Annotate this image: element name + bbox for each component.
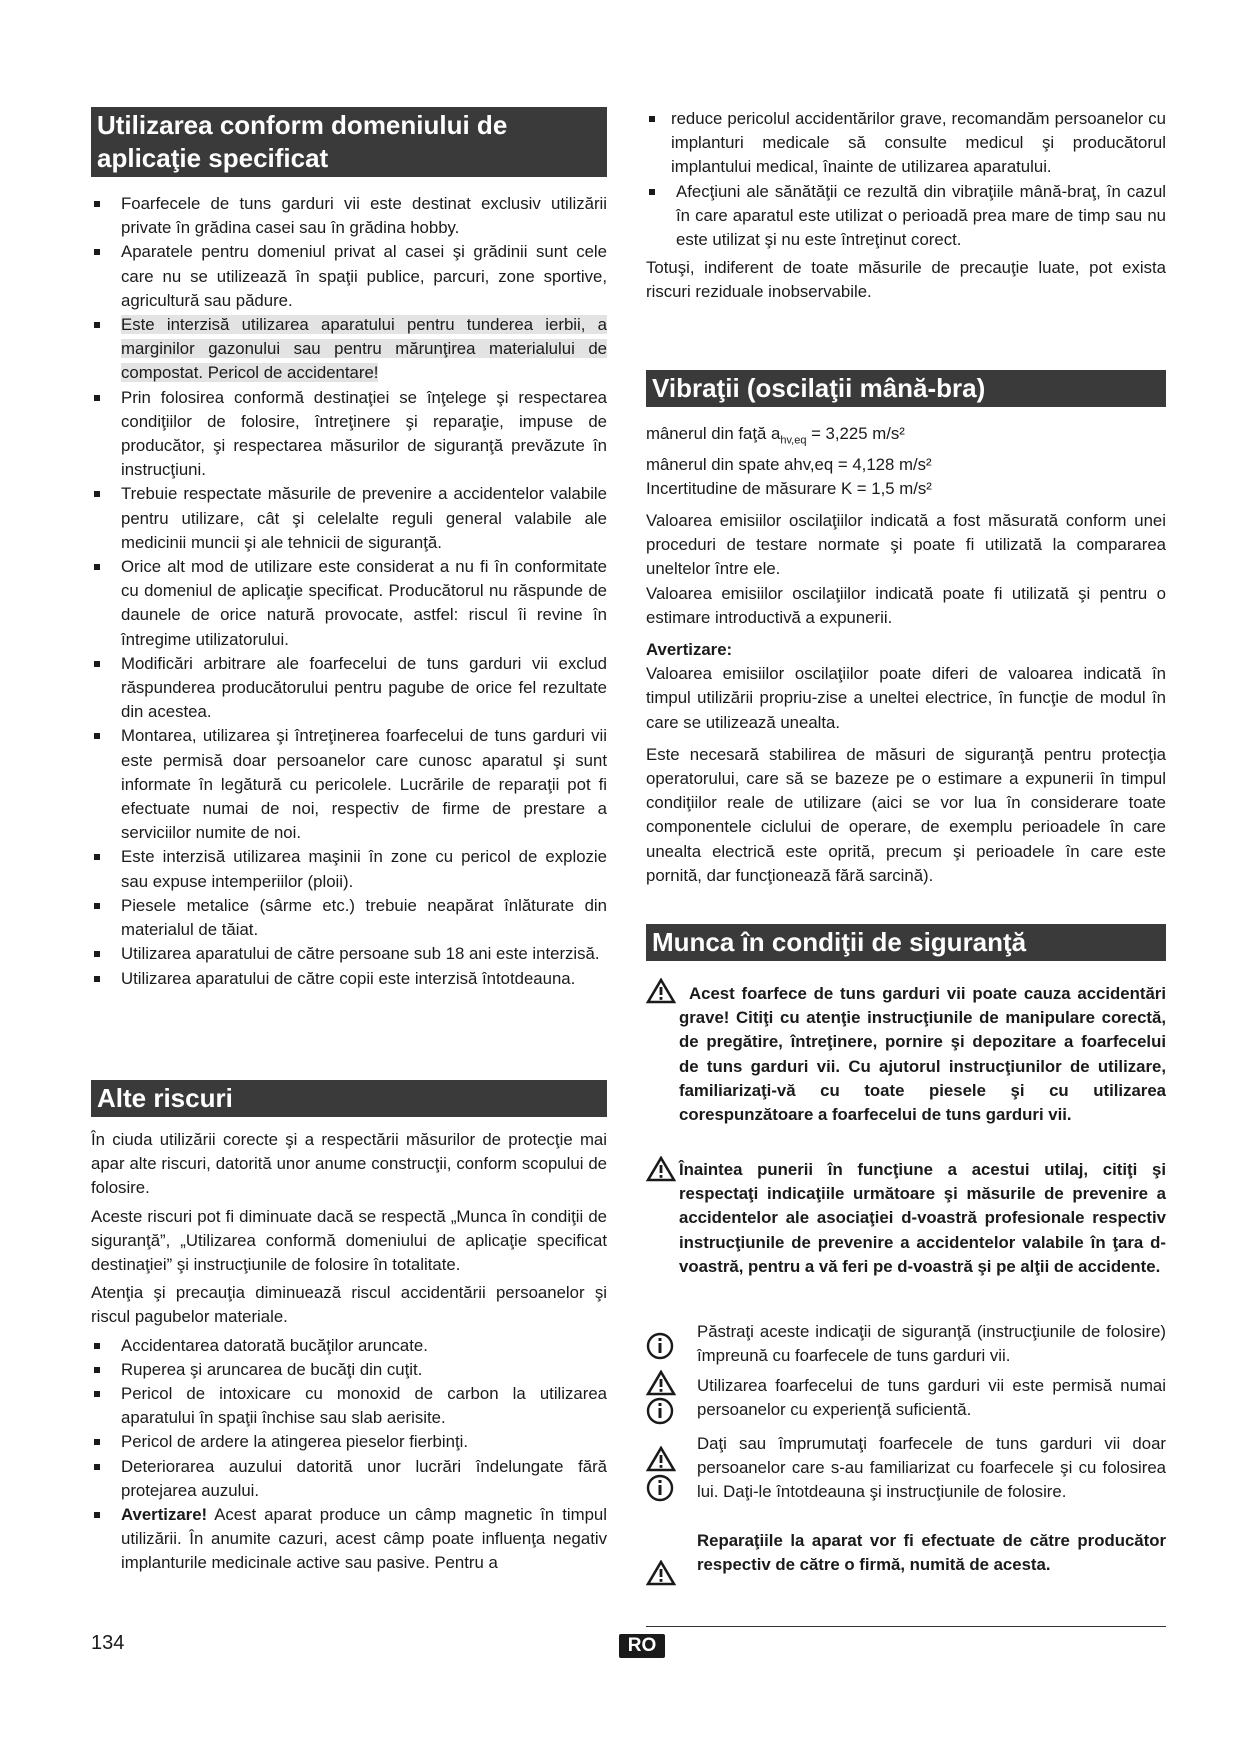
info-circle-icon: [646, 1397, 686, 1430]
paragraph: Este necesară stabilirea de măsuri de siguranţă pentru protecţia operatorului, care să se bazeze pe o estimare a expunerii în timpul condiţiilor reale de utilizare (aici se vor lua în considerare toate componentele ciclului de operare, de exemplu perioadele în care unealta electrică este oprită, precum şi perioadele în care este pornită, dar funcţionează fără sarcină).: [646, 744, 1166, 885]
intended-use-list: [91, 192, 607, 991]
section-title-other-risks: Alte riscuri: [91, 1080, 607, 1117]
front-handle-value: mânerul din faţă $a_{hv,eq} = 3,225$ m/s²: [646, 424, 905, 447]
list-item: Pericol de ardere la atingerea pieselor fierbinţi.: [91, 1430, 607, 1454]
paragraph: Atenţia şi precauţia diminuează riscul accidentării persoanelor şi riscul pagubelor materiale.: [91, 1283, 607, 1327]
list-item-highlighted: Este interzisă utilizarea aparatului pentru tunderea ierbii, a marginilor gazonului sau pentru mărunţirea materialului de compostat. Pericol de accidentare!: [91, 313, 607, 386]
list-item: Utilizarea aparatului de către persoane sub 18 ani este interzisă.: [91, 942, 607, 966]
safety-note-repairs: Reparaţiile la aparat vor fi efectuate de către producător respectiv de către o firmă, numită de acesta.: [697, 1531, 1166, 1575]
info-circle-icon: [646, 1474, 686, 1507]
warning-heading: Avertizare:: [646, 639, 733, 659]
paragraph: În ciuda utilizării corecte şi a respectării măsurilor de protecţie mai apar alte riscuri, datorită unor anume construcţii, conform scopului de folosire.: [91, 1130, 607, 1198]
list-item: Aparatele pentru domeniul privat al casei şi grădinii sunt cele care nu se utilizează în spaţii publice, parcuri, zone sportive, agricultură sau pădure.: [91, 240, 607, 313]
section-title-vibrations: Vibraţii (oscilaţii mână-bra): [646, 370, 1166, 407]
safety-note-experience: Utilizarea foarfecelui de tuns garduri vii este permisă numai persoanelor cu experienţă suficientă.: [697, 1376, 1166, 1420]
other-risks-text: [91, 1128, 607, 1576]
continued-text: [646, 107, 1166, 309]
safety-warning-2: Înaintea punerii în funcţiune a acestui utilaj, citiţi şi respectaţi indicaţiile următoare şi măsurile de prevenire a accidentelor ale asociaţiei d-voastră profesionale respectiv instrucţiunile de prevenire a accidentelor valabile în ţara d-voastră, pentru a vă feri pe d-voastră şi pe alţii de accidente.: [679, 1160, 1166, 1276]
list-item: Montarea, utilizarea şi întreţinerea foarfecelui de tuns garduri vii este permisă doar persoanelor care cunosc aparatul şi sunt informate în legătură cu pericolele. Lucrările de reparaţii pot fi efectuate numai de noi, respectiv de firme de prestare a serviciilor numite de noi.: [91, 724, 607, 845]
paragraph: Valoarea emisiilor oscilaţiilor indicată a fost măsurată conform unei proceduri de testare normate şi poate fi utilizată la compararea uneltelor între ele.: [646, 510, 1166, 579]
warning-triangle-icon: [646, 1560, 686, 1591]
section-title-safety: Munca în condiţii de siguranţă: [646, 924, 1166, 961]
list-item: Orice alt mod de utilizare este considerat a nu fi în conformitate cu domeniul de aplicaţie specificat. Producătorul nu răspunde de daunele de orice natură provocate, astfel: riscul îi revine în întregime utilizatorului.: [91, 555, 607, 652]
list-item: Afecţiuni ale sănătăţii ce rezultă din vibraţiile mână-braţ, în cazul în care aparatul este utilizat o perioadă prea mare de timp sau nu este utilizat şi nu este întreţinut corect.: [646, 180, 1166, 253]
list-item: Modificări arbitrare ale foarfecelui de tuns garduri vii exclud răspunderea producătorului pentru pagube de orice fel rezultate din acestea.: [91, 652, 607, 725]
paragraph: Valoarea emisiilor oscilaţiilor poate diferi de valoarea indicată în timpul utilizării propriu-zise a uneltei electrice, în funcţie de modul în care se utilizează unealta.: [646, 664, 1166, 732]
warning-text: Acest aparat produce un câmp magnetic în timpul utilizării. În anumite cazuri, acest câmp poate influenţa negativ implanturile medicinale active sau pasive. Pentru a: [121, 1505, 607, 1573]
warning-triangle-icon: [646, 1446, 686, 1477]
section-title-intended-use: Utilizarea conform domeniului de aplicaţie specificat: [91, 107, 607, 177]
list-item: Utilizarea aparatului de către copii este interzisă întotdeauna.: [91, 967, 607, 991]
rear-handle-value: mânerul din spate ahv,eq = 4,128 m/s²: [646, 454, 932, 474]
list-item: Piesele metalice (sârme etc.) trebuie neapărat înlăturate din materialul de tăiat.: [91, 894, 607, 942]
vibration-values: [646, 422, 1166, 892]
footer-divider: [646, 1626, 1166, 1627]
list-item: Prin folosirea conformă destinaţiei se înţelege şi respectarea condiţiilor de folosire, întreţinere şi reparaţie, impuse de producător, şi respectarea măsurilor de siguranţă prevăzute în instrucţiuni.: [91, 386, 607, 483]
paragraph: Totuşi, indiferent de toate măsurile de precauţie luate, pot exista riscuri reziduale inobservabile.: [646, 258, 1166, 302]
list-item: Trebuie respectate măsurile de prevenire a accidentelor valabile pentru utilizare, cât şi celelalte reguli general valabile ale medicinii muncii şi ale tehnicii de siguranţă.: [91, 482, 607, 555]
list-item: Foarfecele de tuns garduri vii este destinat exclusiv utilizării private în grădina casei sau în grădina hobby.: [91, 192, 607, 240]
paragraph: Aceste riscuri pot fi diminuate dacă se respectă „Munca în condiţii de siguranţă”, „Utilizarea conformă domeniului de aplicaţie specificat destinaţiei” şi instrucţiunile de folosire în totalitate.: [91, 1206, 607, 1275]
paragraph: Valoarea emisiilor oscilaţiilor indicată poate fi utilizată şi pentru o estimare introductivă a expunerii.: [646, 583, 1166, 627]
list-item: Pericol de intoxicare cu monoxid de carbon la utilizarea aparatului în spaţii închise sau slab aerisite.: [91, 1382, 607, 1430]
safety-note-keep-instructions: Păstraţi aceste indicaţii de siguranţă (instrucţiunile de folosire) împreună cu foarfecele de tuns garduri vii.: [697, 1322, 1166, 1366]
list-item: Deteriorarea auzului datorită unor lucrări îndelungate fără protejarea auzului.: [91, 1455, 607, 1503]
warning-label: Avertizare!: [121, 1505, 208, 1525]
list-item-warning: [91, 1503, 607, 1576]
list-item: Este interzisă utilizarea maşinii în zone cu pericol de explozie sau expuse intemperiilor (ploii).: [91, 845, 607, 893]
safety-note-lending: Daţi sau împrumutaţi foarfecele de tuns garduri vii doar persoanelor care s-au familiarizat cu foarfecele şi cu folosirea lui. Daţi-le întotdeauna şi instrucţiunile de folosire.: [697, 1434, 1166, 1502]
list-item: Ruperea şi aruncarea de bucăţi din cuţit.: [91, 1358, 607, 1382]
list-item: Accidentarea datorată bucăţilor aruncate.: [91, 1334, 607, 1358]
continued-item: reduce pericolul accidentărilor grave, recomandăm persoanelor cu implanturi medicale să consulte medicul şi producătorul implantului medical, înainte de utilizarea aparatului.: [646, 107, 1166, 180]
info-circle-icon: [646, 1332, 686, 1365]
page-number: 134: [91, 1632, 125, 1654]
uncertainty-value: Incertitudine de măsurare K = 1,5 m/s²: [646, 478, 932, 498]
language-badge: RO: [619, 1634, 665, 1658]
safety-warning-1: Acest foarfece de tuns garduri vii poate cauza accidentări grave! Citiţi cu atenţie instrucţiunile de manipulare corectă, de pregătire, întreţinere, pornire şi depozitare a foarfecelui de tuns garduri vii. Cu ajutorul instrucţiunilor de utilizare, familiarizaţi-vă cu toate piesele şi cu utilizarea corespunzătoare a foarfecelui de tuns garduri vii.: [679, 984, 1166, 1125]
